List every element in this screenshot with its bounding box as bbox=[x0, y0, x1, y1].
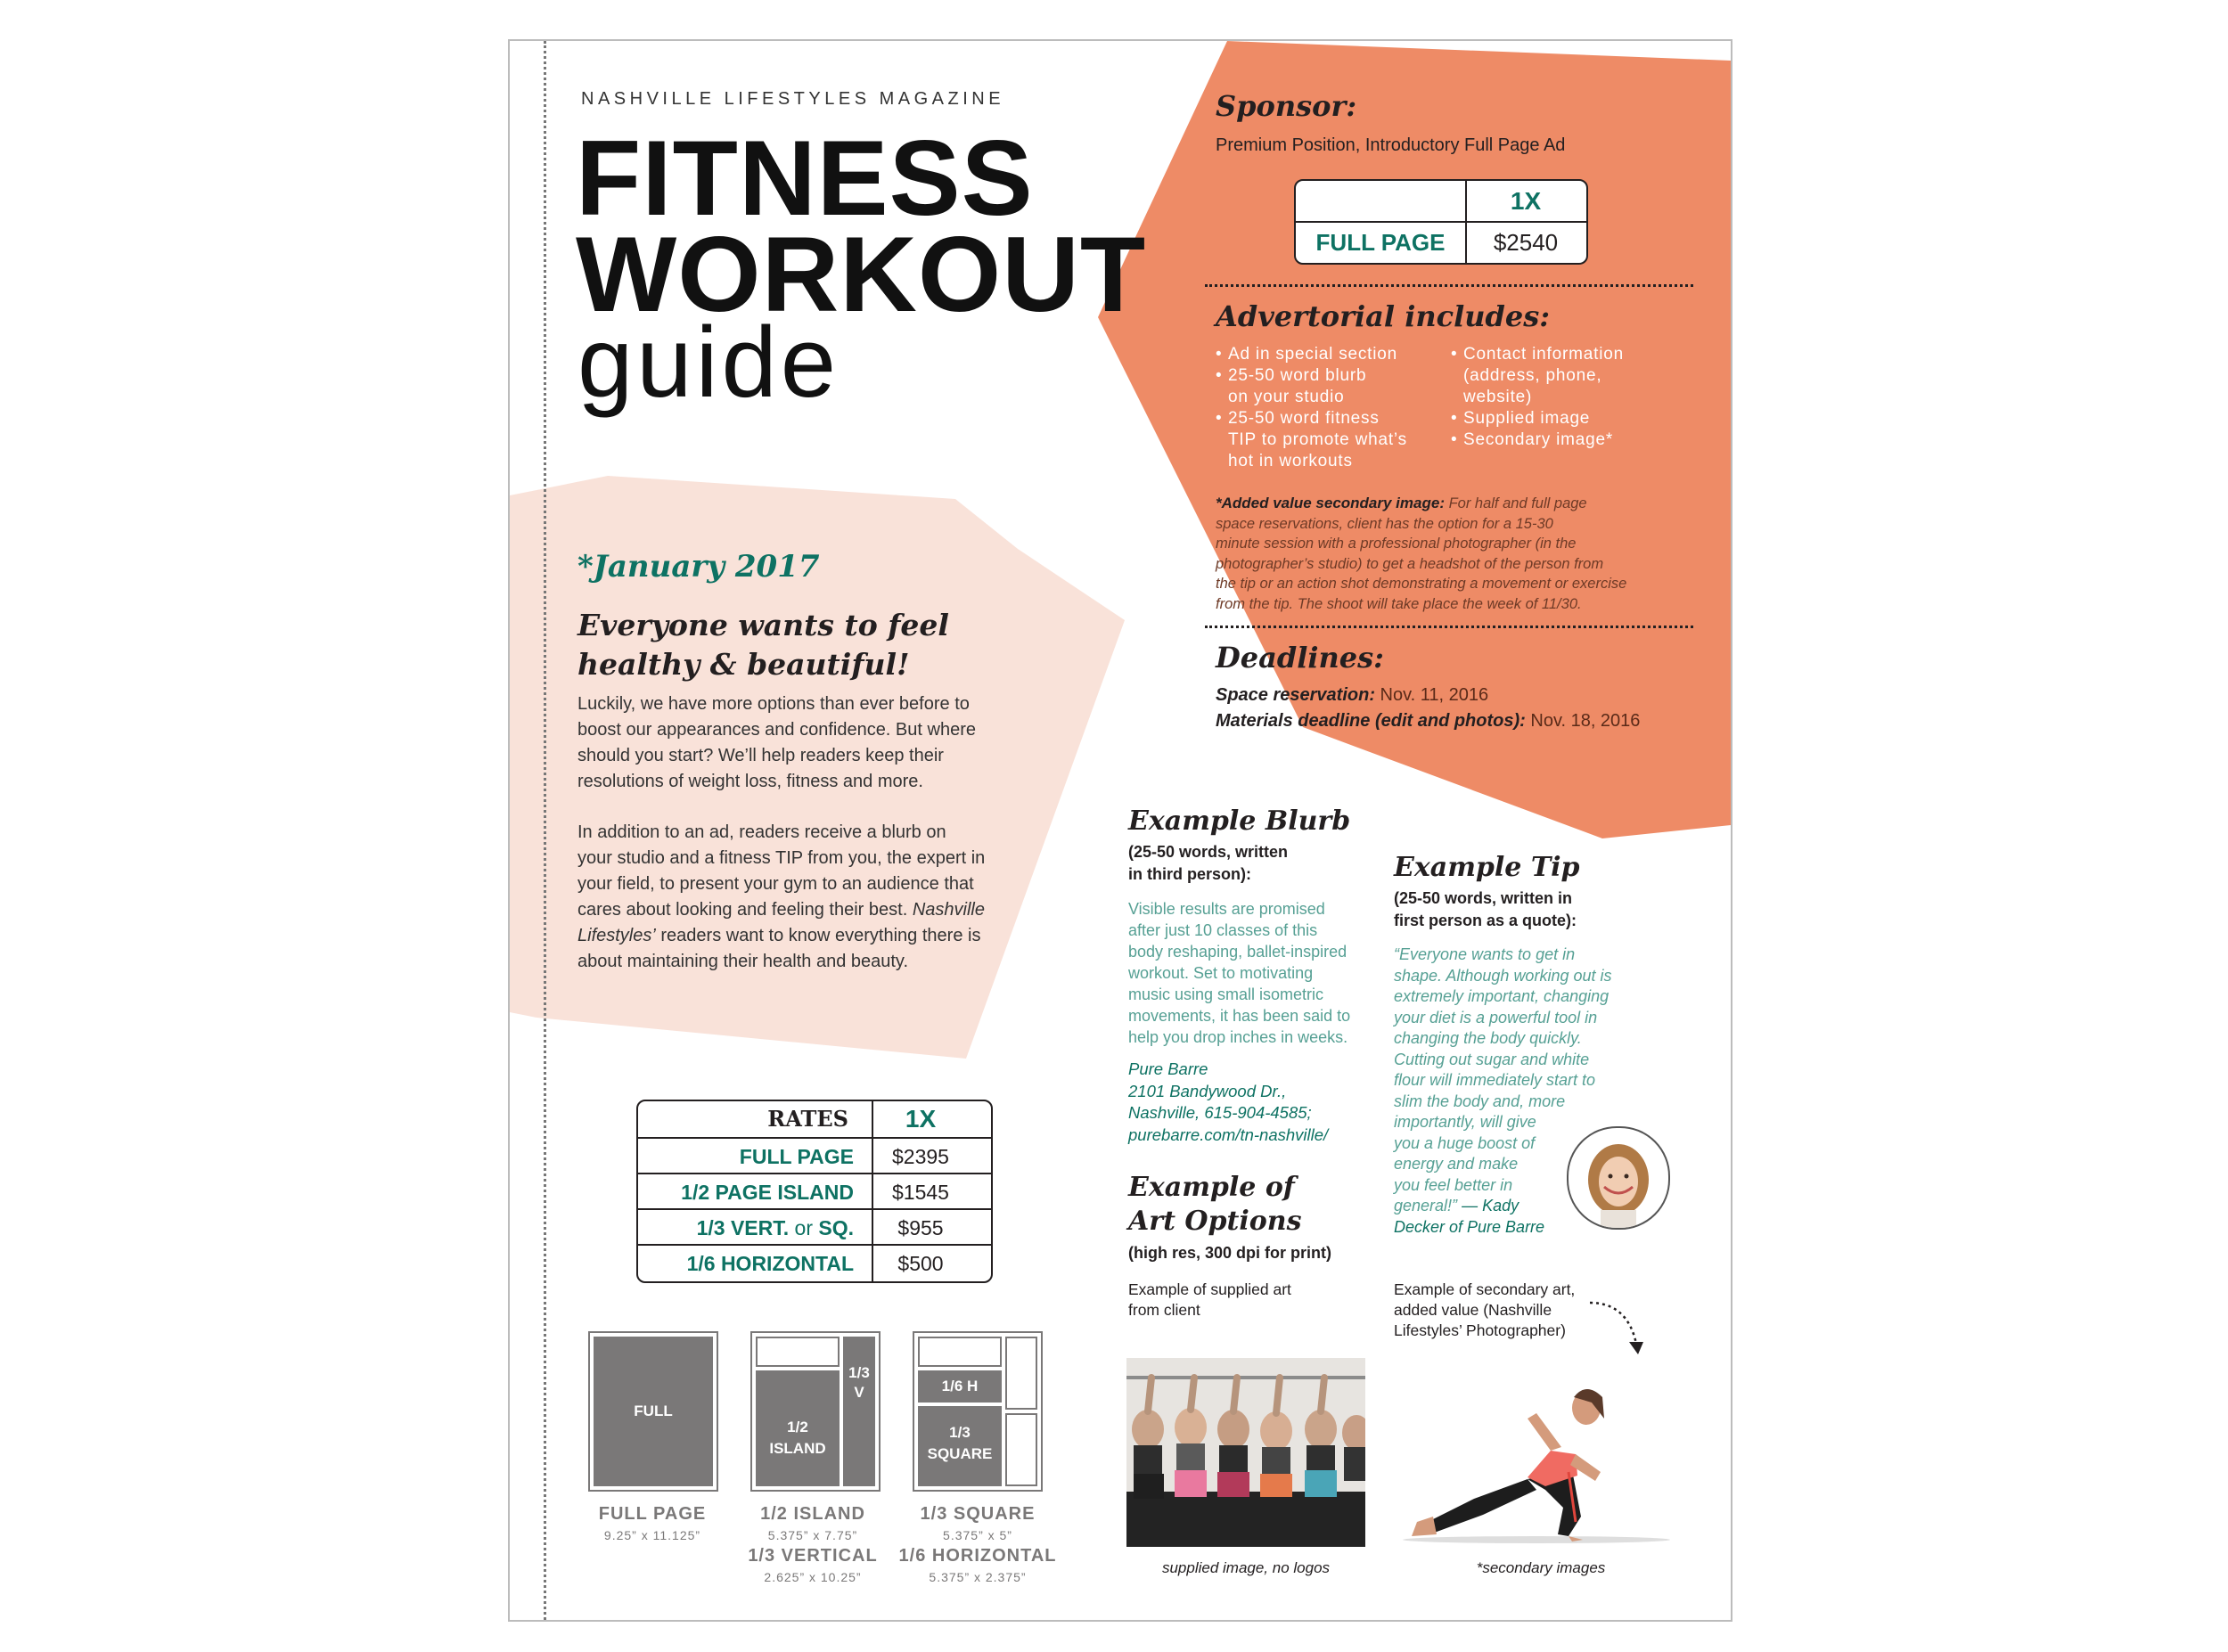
advertorial-list-2 bbox=[1451, 344, 1691, 451]
layout-square-box bbox=[918, 1406, 1002, 1486]
text-line: Example of supplied art bbox=[1128, 1280, 1291, 1298]
intro-paragraph-1 bbox=[577, 691, 1041, 795]
caption-dim: 5.375” x 2.375” bbox=[929, 1570, 1027, 1584]
text-line: 2101 Bandywood Dr., bbox=[1128, 1081, 1287, 1100]
note-lead: *Added value secondary image: bbox=[1216, 495, 1445, 511]
text-line: should you start? We’ll help readers keep their bbox=[577, 746, 944, 765]
layout-full-box: FULL bbox=[594, 1337, 713, 1486]
issue-date: *January 2017 bbox=[577, 549, 820, 585]
text-line: shape. Although working out is bbox=[1394, 966, 1612, 985]
text-line: workout. Set to motivating bbox=[1128, 964, 1314, 982]
rates-table bbox=[636, 1100, 993, 1283]
caption-square-horizontal bbox=[884, 1504, 1071, 1588]
rates-header-value: 1X bbox=[905, 1105, 937, 1133]
bullet-continuation: hot in workouts bbox=[1228, 452, 1353, 470]
rates-header-text: RATES bbox=[767, 1106, 848, 1132]
bullet-continuation: website) bbox=[1463, 388, 1533, 406]
materials-value: Nov. 18, 2016 bbox=[1530, 711, 1641, 731]
headshot-illustration bbox=[1569, 1128, 1668, 1228]
art-heading bbox=[1128, 1171, 1301, 1239]
text-line: importantly, will give bbox=[1394, 1113, 1536, 1131]
text-line: general!” bbox=[1394, 1197, 1458, 1214]
attribution: — Kady bbox=[1462, 1197, 1519, 1214]
box-label: V bbox=[854, 1384, 864, 1401]
text-line: readers want to know everything there is bbox=[660, 926, 981, 945]
rates-value: $1545 bbox=[892, 1181, 949, 1204]
text-line: first person as a quote): bbox=[1394, 912, 1577, 929]
blurb-contact bbox=[1128, 1059, 1328, 1146]
text-line: changing the body quickly. bbox=[1394, 1029, 1582, 1047]
rates-label-text: SQ. bbox=[818, 1216, 854, 1239]
text-line: help you drop inches in weeks. bbox=[1128, 1028, 1348, 1046]
rates-label-text: 1/2 PAGE ISLAND bbox=[681, 1181, 854, 1204]
intro-headline bbox=[577, 606, 949, 684]
sponsor-table-label: FULL PAGE bbox=[1296, 223, 1467, 263]
bullet-item: • 25-50 word blurb bbox=[1216, 365, 1447, 387]
title-guide: guide bbox=[577, 307, 840, 418]
text-line: body reshaping, ballet-inspired bbox=[1128, 943, 1347, 961]
caption-dim: 9.25” x 11.125” bbox=[603, 1528, 701, 1542]
caption-full-page bbox=[563, 1504, 741, 1546]
advertorial-list-1 bbox=[1216, 344, 1447, 472]
text-line: boost our appearances and confidence. But where bbox=[577, 720, 976, 740]
headline-line: healthy & beautiful! bbox=[577, 647, 910, 682]
headline-line: Everyone wants to feel bbox=[577, 608, 949, 642]
note-line: from the tip. The shoot will take place the week of 11/30. bbox=[1216, 595, 1582, 612]
tip-sub bbox=[1394, 887, 1577, 932]
caption-title: 1/6 HORIZONTAL bbox=[898, 1546, 1057, 1566]
text-line: Nashville, 615-904-4585; bbox=[1128, 1103, 1312, 1122]
layout-island-vertical bbox=[750, 1331, 881, 1492]
rates-value: $2395 bbox=[892, 1145, 949, 1168]
blurb-heading: Example Blurb bbox=[1128, 806, 1351, 837]
bullet-continuation: (address, phone, bbox=[1463, 366, 1602, 385]
layout-empty-cell bbox=[756, 1337, 840, 1367]
text-line: cares about looking and feeling their best. bbox=[577, 900, 908, 920]
sponsor-table-empty-header bbox=[1296, 181, 1467, 221]
text-line: Luckily, we have more options than ever before to bbox=[577, 694, 970, 714]
box-label: SQUARE bbox=[927, 1445, 993, 1462]
bullet-item: • Secondary image* bbox=[1451, 429, 1691, 451]
bullet-item: • Contact information bbox=[1451, 344, 1691, 365]
blurb-sub bbox=[1128, 841, 1288, 886]
sponsor-heading: Sponsor: bbox=[1216, 89, 1357, 123]
text-line: about maintaining their health and beauty. bbox=[577, 952, 909, 971]
rates-value: $500 bbox=[897, 1252, 944, 1275]
text-line: your studio and a fitness TIP from you, the expert in bbox=[577, 848, 986, 868]
note-line: For half and full page bbox=[1448, 495, 1587, 511]
supplied-image-caption: supplied image, no logos bbox=[1161, 1559, 1331, 1576]
caption-island-vertical bbox=[724, 1504, 902, 1588]
added-value-note bbox=[1216, 494, 1697, 614]
caption-dim: 5.375” x 7.75” bbox=[767, 1528, 858, 1542]
rates-label bbox=[638, 1174, 873, 1210]
intro-paragraph-2 bbox=[577, 820, 1059, 975]
heading-line: Example of bbox=[1128, 1172, 1295, 1203]
layout-horizontal-box: 1/6 H bbox=[918, 1370, 1002, 1403]
sponsor-price-table bbox=[1294, 179, 1588, 265]
deadlines-heading: Deadlines: bbox=[1216, 641, 1384, 675]
text-line: Pure Barre bbox=[1128, 1059, 1208, 1078]
rates-label-text: 1/3 VERT. bbox=[696, 1216, 790, 1239]
text-line: in third person): bbox=[1128, 865, 1251, 883]
text-line: Cutting out sugar and white bbox=[1394, 1050, 1590, 1068]
bullet-continuation: TIP to promote what’s bbox=[1228, 430, 1407, 449]
text-line: extremely important, changing bbox=[1394, 987, 1610, 1005]
heading-line: Art Options bbox=[1128, 1206, 1302, 1237]
layout-vertical-box bbox=[843, 1337, 875, 1486]
caption-title: 1/2 ISLAND bbox=[760, 1504, 865, 1524]
rates-header-row bbox=[638, 1101, 991, 1137]
art-sub: (high res, 300 dpi for print) bbox=[1128, 1244, 1332, 1262]
title-fitness: FITNESS bbox=[576, 119, 1034, 238]
bullet-item: • 25-50 word fitness bbox=[1216, 408, 1447, 429]
note-line: the tip or an action shot demonstrating a movement or exercise bbox=[1216, 576, 1627, 592]
rates-label-or: or bbox=[794, 1216, 813, 1239]
caption-title: 1/3 SQUARE bbox=[920, 1504, 1036, 1524]
note-line: minute session with a professional photographer (in the bbox=[1216, 536, 1577, 552]
text-line: your field, to present your gym to an audience that bbox=[577, 874, 974, 894]
title-workout: WORKOUT bbox=[576, 215, 1147, 334]
text-line: Visible results are promised bbox=[1128, 900, 1325, 918]
box-label: 1/3 bbox=[848, 1364, 870, 1381]
space-label: Space reservation: bbox=[1216, 685, 1375, 705]
text-line: flour will immediately start to bbox=[1394, 1071, 1596, 1089]
materials-label: Materials deadline (edit and photos): bbox=[1216, 711, 1526, 731]
attribution: Decker of Pure Barre bbox=[1394, 1217, 1545, 1236]
box-label: ISLAND bbox=[769, 1440, 826, 1457]
rates-label-text: FULL PAGE bbox=[739, 1145, 854, 1168]
italic-text: Nashville bbox=[912, 900, 985, 920]
bullet-item: • Ad in special section bbox=[1216, 344, 1447, 365]
text-line: music using small isometric bbox=[1128, 985, 1324, 1003]
secondary-art-label bbox=[1394, 1280, 1575, 1341]
divider bbox=[1205, 284, 1693, 287]
text-line: Lifestyles’ Photographer) bbox=[1394, 1321, 1566, 1339]
space-value: Nov. 11, 2016 bbox=[1380, 685, 1489, 705]
italic-text: Lifestyles’ bbox=[577, 926, 656, 945]
supplied-image bbox=[1126, 1358, 1365, 1547]
masthead: NASHVILLE LIFESTYLES MAGAZINE bbox=[581, 89, 1005, 109]
text-line: energy and make bbox=[1394, 1155, 1519, 1173]
sponsor-table-1x: 1X bbox=[1510, 187, 1542, 215]
layout-square-horizontal bbox=[913, 1331, 1043, 1492]
layout-empty-cell bbox=[918, 1337, 1002, 1367]
caption-dim: 5.375” x 5” bbox=[943, 1528, 1012, 1542]
supplied-art-label bbox=[1128, 1280, 1291, 1321]
rates-label bbox=[638, 1210, 873, 1246]
rates-label-text: 1/6 HORIZONTAL bbox=[686, 1252, 854, 1275]
text-line: slim the body and, more bbox=[1394, 1092, 1566, 1110]
sponsor-description: Premium Position, Introductory Full Page Ad bbox=[1216, 135, 1566, 155]
text-line: “Everyone wants to get in bbox=[1394, 945, 1576, 963]
text-line: resolutions of weight loss, fitness and more. bbox=[577, 772, 923, 791]
rates-header-label bbox=[638, 1101, 873, 1137]
bullet-item: • Supplied image bbox=[1451, 408, 1691, 429]
text-line: (25-50 words, written in bbox=[1394, 889, 1573, 907]
layout-empty-cell bbox=[1005, 1413, 1037, 1486]
caption-dim: 2.625” x 10.25” bbox=[764, 1570, 862, 1584]
secondary-image bbox=[1394, 1365, 1688, 1543]
text-line: purebarre.com/tn-nashville/ bbox=[1128, 1125, 1329, 1144]
rates-row bbox=[638, 1244, 991, 1281]
note-line: space reservations, client has the option for a 15-30 bbox=[1216, 515, 1553, 532]
rates-label bbox=[638, 1246, 873, 1281]
text-line: Example of secondary art, bbox=[1394, 1280, 1576, 1298]
secondary-image-caption: *secondary images bbox=[1476, 1559, 1606, 1576]
caption-title: FULL PAGE bbox=[598, 1504, 707, 1524]
headshot-avatar bbox=[1567, 1126, 1670, 1230]
tip-heading: Example Tip bbox=[1394, 852, 1580, 883]
yoga-pose-photo bbox=[1394, 1365, 1688, 1543]
text-line: you feel better in bbox=[1394, 1175, 1513, 1194]
rates-row bbox=[638, 1173, 991, 1210]
rates-label bbox=[638, 1139, 873, 1174]
text-line: from client bbox=[1128, 1301, 1200, 1319]
box-label: 1/3 bbox=[949, 1424, 971, 1441]
rates-value: $955 bbox=[897, 1216, 944, 1239]
dotted-margin-line bbox=[544, 41, 546, 1620]
dotted-arrow-icon bbox=[1588, 1297, 1651, 1360]
advertorial-heading: Advertorial includes: bbox=[1216, 299, 1551, 333]
text-line: movements, it has been said to bbox=[1128, 1007, 1351, 1025]
text-line: (25-50 words, written bbox=[1128, 843, 1289, 861]
rates-row bbox=[638, 1137, 991, 1174]
caption-title: 1/3 VERTICAL bbox=[748, 1546, 878, 1566]
text-line: added value (Nashville bbox=[1394, 1301, 1552, 1319]
box-label: 1/2 bbox=[787, 1419, 808, 1435]
rates-row bbox=[638, 1208, 991, 1246]
divider bbox=[1205, 626, 1693, 628]
deadlines-list bbox=[1216, 683, 1640, 734]
sponsor-table-value: $2540 bbox=[1493, 229, 1559, 256]
barre-class-photo bbox=[1126, 1358, 1365, 1547]
layout-full-page bbox=[588, 1331, 718, 1492]
blurb-text bbox=[1128, 898, 1387, 1048]
text-line: after just 10 classes of this bbox=[1128, 921, 1318, 939]
bullet-continuation: on your studio bbox=[1228, 388, 1345, 406]
flyer-page bbox=[508, 39, 1732, 1622]
text-line: you a huge boost of bbox=[1394, 1133, 1536, 1152]
layout-empty-cell bbox=[1005, 1337, 1037, 1410]
text-line: In addition to an ad, readers receive a blurb on bbox=[577, 822, 946, 842]
layout-island-box bbox=[756, 1370, 840, 1486]
text-line: your diet is a powerful tool in bbox=[1394, 1008, 1598, 1026]
note-line: photographer’s studio) to get a headshot of the person from bbox=[1216, 555, 1604, 572]
